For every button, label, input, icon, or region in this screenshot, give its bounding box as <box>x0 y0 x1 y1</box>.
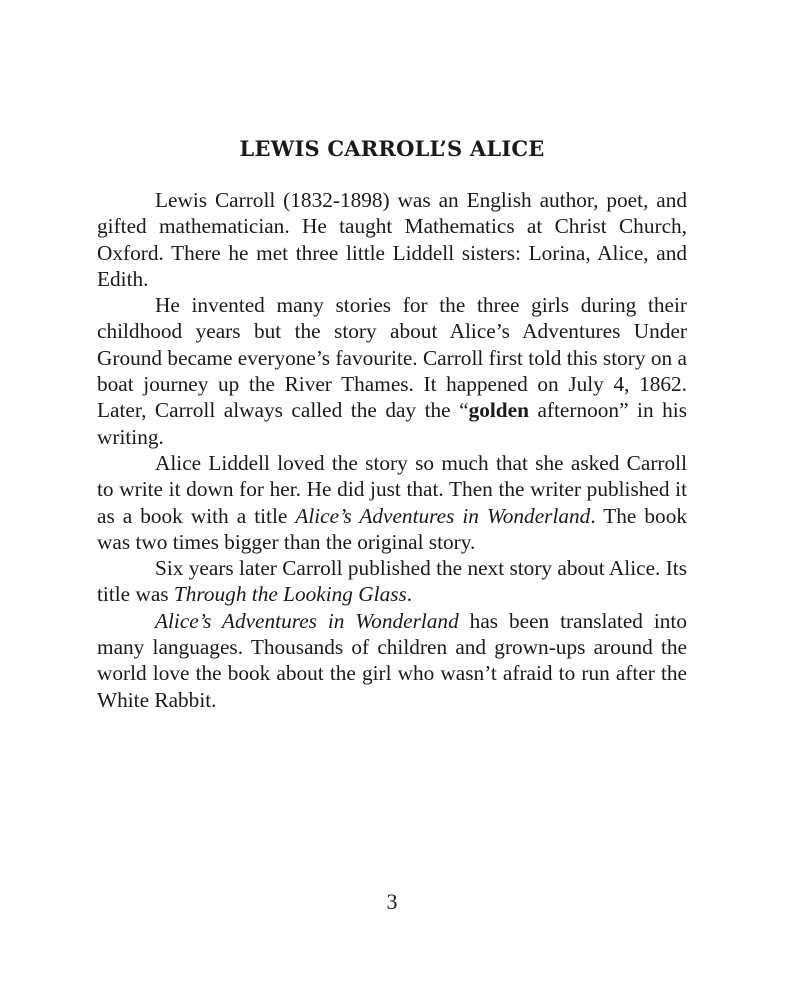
paragraph-3-book-title: Alice’s Adventures in Wonderland <box>295 503 591 528</box>
paragraph-4-text-b: . <box>406 582 413 607</box>
book-page <box>97 0 687 1000</box>
paragraph-3 <box>97 450 687 555</box>
paragraph-1 <box>97 187 687 292</box>
paragraph-4-book-title: Through the Looking Glass <box>173 582 407 607</box>
chapter-body <box>97 187 687 713</box>
paragraph-3-text-a: Alice Liddell loved the story so much that she asked Carroll to write it down for her. He did just that. Then the writer published it as a book with a title <box>97 450 687 528</box>
paragraph-1-text: Lewis Carroll (1832-1898) was an English author, poet, and gifted mathematician. He taught Mathematics at Christ Church, Oxford. There he met three little Liddell sisters: Lorina, Alice, and Edith. <box>97 188 687 291</box>
paragraph-2 <box>97 292 687 450</box>
paragraph-5 <box>97 608 687 713</box>
paragraph-2-text-b: afternoon” in his writing. <box>97 398 687 449</box>
paragraph-2-bold-word: golden <box>468 398 529 423</box>
paragraph-5-book-title: Alice’s Adventures in Wonderland <box>155 608 459 633</box>
paragraph-5-text-b: has been translated into many languages. Thousands of children and grown-ups around the world love the book about the girl who wasn’t afraid to run after the White Rabbit. <box>97 608 687 712</box>
paragraph-4-text-a: Six years later Carroll published the next story about Alice. Its title was <box>97 556 687 607</box>
chapter-title: LEWIS CARROLL’S ALICE <box>239 136 545 161</box>
paragraph-2-text-a: He invented many stories for the three girls during their childhood years but the story about Alice’s Adventures Under Ground became everyone’s favourite. Carroll first told this story on a boat journey up the River Thames. It happened on July 4, 1862. Later, Carroll always called the day the “ <box>97 293 687 423</box>
paragraph-3-text-b: . The book was two times bigger than the original story. <box>97 503 687 554</box>
paragraph-4 <box>97 555 687 608</box>
page-number: 3 <box>386 889 398 914</box>
